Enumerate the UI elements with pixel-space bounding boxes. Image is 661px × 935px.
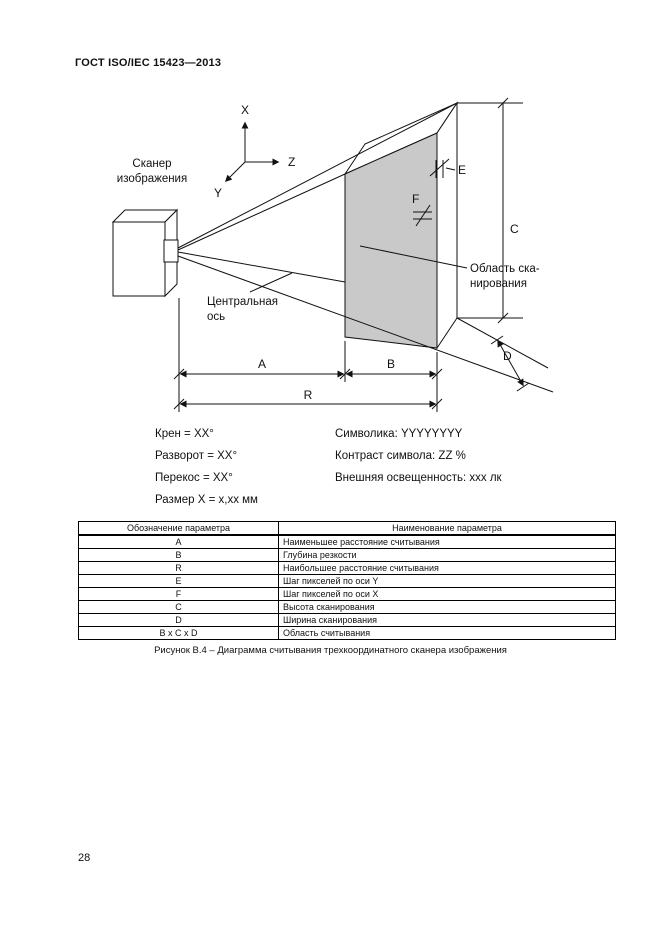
table-cell-designation: E — [79, 575, 279, 588]
page-number: 28 — [78, 852, 91, 864]
param-contrast: Контраст символа: ZZ % — [335, 450, 466, 462]
table-row — [79, 614, 616, 627]
param-illumination: Внешняя освещенность: xxx лк — [335, 472, 502, 484]
dim-c-label: C — [510, 222, 519, 236]
scan-area-label-line2: нирования — [470, 278, 527, 290]
dim-b-label: B — [386, 357, 396, 371]
scan-area-label-line1: Область ска- — [470, 263, 540, 275]
coordinate-axes-icon — [226, 123, 278, 181]
table-cell-name: Шаг пикселей по оси X — [279, 588, 616, 601]
table-row — [79, 627, 616, 640]
table-cell-designation: F — [79, 588, 279, 601]
parameter-table — [78, 521, 616, 640]
table-cell-designation: C — [79, 601, 279, 614]
table-cell-designation: R — [79, 562, 279, 575]
table-row — [79, 549, 616, 562]
table-row — [79, 535, 616, 549]
scanner-label-line2: изображения — [116, 173, 188, 185]
table-cell-designation: A — [79, 535, 279, 549]
table-header-name: Наименование параметра — [279, 522, 616, 536]
table-cell-name: Ширина сканирования — [279, 614, 616, 627]
dim-e-label: E — [458, 163, 467, 177]
table-header-designation: Обозначение параметра — [79, 522, 279, 536]
table-cell-name: Глубина резкости — [279, 549, 616, 562]
scanner-box — [113, 210, 178, 296]
parameter-list-right — [335, 423, 502, 489]
central-axis-label-line2: ось — [207, 311, 226, 323]
parameter-list-left — [155, 423, 258, 511]
axis-x-label: X — [240, 103, 250, 117]
table-cell-name: Шаг пикселей по оси Y — [279, 575, 616, 588]
figure-caption: Рисунок В.4 – Диаграмма считывания трехкоординатного сканера изображения — [154, 645, 507, 656]
table-cell-name: Высота сканирования — [279, 601, 616, 614]
dim-a-label: A — [257, 357, 267, 371]
scan-volume — [345, 103, 457, 348]
dim-d-label: D — [503, 349, 512, 363]
table-header-row — [79, 522, 616, 536]
param-roll: Крен = XX° — [155, 428, 214, 440]
param-size-x: Размер X = x,xx мм — [155, 494, 258, 506]
table-row — [79, 562, 616, 575]
central-axis-label-line1: Центральная — [207, 296, 278, 308]
table-cell-name: Область считывания — [279, 627, 616, 640]
param-rotation: Разворот = XX° — [155, 450, 238, 462]
table-row — [79, 588, 616, 601]
param-symbology: Символика: YYYYYYYY — [335, 428, 463, 440]
axis-z-label: Z — [288, 155, 296, 169]
table-row — [79, 601, 616, 614]
document-header: ГОСТ ISO/IEC 15423—2013 — [75, 57, 222, 69]
scanner-label-line1: Сканер — [132, 158, 172, 170]
table-row — [79, 575, 616, 588]
table-cell-name: Наибольшее расстояние считывания — [279, 562, 616, 575]
dim-r-label: R — [303, 388, 313, 402]
axis-y-label: Y — [213, 186, 223, 200]
param-skew: Перекос = XX° — [155, 472, 233, 484]
table-cell-designation: D — [79, 614, 279, 627]
table-cell-designation: B x C x D — [79, 627, 279, 640]
table-cell-name: Наименьшее расстояние считывания — [279, 535, 616, 549]
dim-f-label: F — [412, 192, 420, 206]
table-cell-designation: B — [79, 549, 279, 562]
